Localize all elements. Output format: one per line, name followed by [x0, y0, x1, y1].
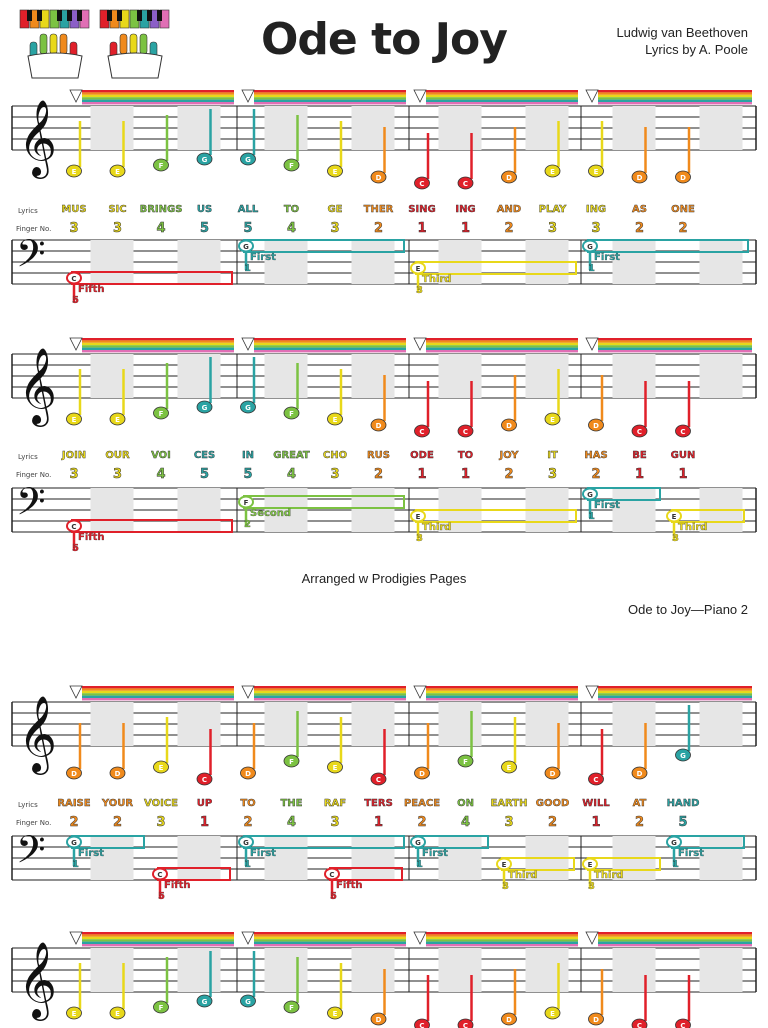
- system-svg: [12, 684, 756, 906]
- lyric-word: VOI: [151, 450, 171, 461]
- svg-text:F: F: [289, 162, 294, 170]
- svg-text:F: F: [289, 410, 294, 418]
- svg-text:G: G: [587, 243, 593, 251]
- note-E: [154, 717, 169, 773]
- svg-text:C: C: [462, 180, 469, 188]
- finger-number: 2: [243, 815, 253, 830]
- svg-text:1: 1: [672, 859, 679, 870]
- system-svg: [12, 88, 756, 318]
- finger-number: 2: [373, 467, 384, 482]
- svg-text:D: D: [375, 422, 382, 430]
- finger-number: 4: [286, 221, 297, 236]
- bass-clef-icon: 𝄢: [16, 479, 46, 533]
- note-E: [67, 369, 82, 425]
- svg-text:C: C: [157, 871, 163, 879]
- arranger-credit: Arranged w Prodigies Pages: [301, 571, 467, 586]
- finger-number: 3: [69, 467, 79, 482]
- svg-text:F: F: [289, 758, 294, 766]
- lyric-word: CHO: [322, 450, 348, 461]
- finger-number: 2: [591, 467, 601, 482]
- lyric-word: ING: [585, 204, 607, 215]
- svg-text:1: 1: [588, 511, 595, 522]
- lyric-word: CES: [193, 450, 216, 461]
- note-E: [328, 963, 343, 1019]
- svg-text:E: E: [115, 1010, 120, 1018]
- finger-number: 3: [156, 815, 166, 830]
- svg-text:First: First: [594, 500, 620, 511]
- finger-number: 2: [504, 467, 514, 482]
- svg-text:F: F: [158, 162, 164, 170]
- note-D: [502, 127, 517, 183]
- lyric-word: ALL: [237, 204, 259, 215]
- finger-number: 3: [547, 221, 558, 236]
- finger-number: 1: [417, 467, 427, 482]
- lyricist: Lyrics by A. Poole: [645, 42, 748, 57]
- svg-text:E: E: [332, 764, 338, 772]
- svg-text:C: C: [71, 523, 77, 531]
- svg-text:E: E: [415, 513, 421, 521]
- svg-text:C: C: [462, 1022, 469, 1028]
- svg-text:3: 3: [416, 533, 423, 544]
- svg-text:5: 5: [330, 891, 337, 902]
- svg-text:3: 3: [672, 533, 679, 544]
- note-E: [502, 717, 517, 773]
- note-D: [589, 969, 604, 1025]
- svg-text:C: C: [636, 1022, 643, 1028]
- lyric-word: BRINGS: [139, 204, 183, 215]
- svg-text:1: 1: [244, 263, 251, 274]
- svg-text:First: First: [78, 848, 104, 859]
- note-D: [502, 969, 517, 1025]
- lyric-word: EARTH: [490, 798, 528, 809]
- bass-clef-icon: 𝄢: [16, 231, 46, 285]
- svg-text:D: D: [680, 174, 686, 182]
- finger-number: 2: [112, 815, 123, 830]
- finger-number: 1: [199, 815, 210, 830]
- svg-text:Fifth: Fifth: [336, 880, 363, 891]
- svg-text:E: E: [593, 168, 599, 176]
- svg-text:G: G: [671, 839, 677, 847]
- svg-text:2: 2: [244, 519, 251, 530]
- svg-text:E: E: [158, 764, 164, 772]
- finger-label: Finger No.: [16, 471, 52, 479]
- svg-text:E: E: [550, 416, 555, 424]
- note-C: [415, 381, 430, 437]
- lyric-word: ON: [457, 798, 474, 809]
- svg-text:G: G: [201, 404, 208, 412]
- svg-text:C: C: [680, 1022, 686, 1028]
- note-E: [328, 717, 343, 773]
- note-D: [589, 375, 604, 431]
- svg-text:C: C: [680, 428, 686, 436]
- svg-text:E: E: [501, 861, 507, 869]
- svg-text:E: E: [415, 265, 421, 273]
- finger-number: 3: [69, 221, 79, 236]
- note-C: [676, 381, 691, 437]
- finger-number: 1: [460, 221, 471, 236]
- treble-clef-icon: 𝄞: [18, 695, 58, 772]
- svg-text:3: 3: [416, 285, 423, 296]
- svg-text:Third: Third: [508, 870, 538, 881]
- lyric-word: GREAT: [273, 450, 310, 461]
- finger-number: 3: [112, 221, 123, 236]
- lyric-word: TO: [240, 798, 256, 809]
- svg-text:F: F: [243, 499, 249, 507]
- svg-text:D: D: [245, 770, 251, 778]
- svg-text:C: C: [419, 180, 425, 188]
- lyric-word: RAF: [323, 798, 347, 809]
- finger-number: 2: [634, 221, 645, 236]
- lyric-word: ODE: [410, 450, 434, 461]
- svg-text:3: 3: [502, 881, 509, 892]
- svg-text:Second: Second: [250, 508, 292, 519]
- lyric-word: HAND: [666, 798, 700, 809]
- note-C: [589, 729, 604, 785]
- lyrics-label: Lyrics: [18, 801, 38, 809]
- finger-number: 3: [112, 467, 123, 482]
- svg-text:E: E: [587, 861, 593, 869]
- svg-text:D: D: [593, 1016, 599, 1024]
- svg-text:G: G: [245, 404, 251, 412]
- finger-number: 1: [417, 221, 427, 236]
- lyric-word: RAISE: [57, 798, 91, 809]
- svg-text:G: G: [243, 243, 249, 251]
- svg-text:E: E: [115, 416, 120, 424]
- music-system-4: [12, 930, 756, 1028]
- lyric-word: AS: [632, 204, 647, 215]
- lyric-word: THE: [280, 798, 303, 809]
- note-D: [502, 375, 517, 431]
- finger-label: Finger No.: [16, 819, 52, 827]
- svg-text:Fifth: Fifth: [78, 284, 105, 295]
- lyric-word: BE: [632, 450, 647, 461]
- note-C: [415, 975, 430, 1028]
- lyric-word: US: [196, 204, 213, 215]
- svg-text:First: First: [678, 848, 704, 859]
- finger-number: 2: [69, 815, 79, 830]
- finger-number: 3: [504, 815, 514, 830]
- finger-number: 2: [634, 815, 645, 830]
- svg-text:G: G: [71, 839, 77, 847]
- credits: [616, 24, 748, 58]
- lyric-word: SING: [408, 204, 436, 215]
- note-D: [241, 723, 256, 779]
- lyric-word: YOUR: [101, 798, 134, 809]
- lyric-word: TERS: [364, 798, 393, 809]
- lyric-word: PLAY: [538, 204, 567, 215]
- lyric-word: IT: [547, 450, 558, 461]
- lyric-word: THER: [363, 204, 394, 215]
- lyric-word: HAS: [584, 450, 608, 461]
- svg-text:D: D: [549, 770, 556, 778]
- page-label: Ode to Joy—Piano 2: [628, 602, 748, 617]
- svg-text:First: First: [250, 252, 276, 263]
- lyric-word: IN: [241, 450, 255, 461]
- lyric-word: SIC: [108, 204, 127, 215]
- svg-text:F: F: [158, 410, 164, 418]
- note-D: [676, 127, 691, 183]
- lyric-word: GUN: [670, 450, 696, 461]
- svg-text:D: D: [636, 174, 643, 182]
- svg-text:D: D: [506, 422, 512, 430]
- note-C: [415, 133, 430, 189]
- svg-text:G: G: [245, 156, 251, 164]
- finger-number: 2: [678, 221, 688, 236]
- svg-text:C: C: [375, 776, 382, 784]
- lyric-word: WILL: [582, 798, 610, 809]
- svg-text:1: 1: [416, 859, 423, 870]
- lyric-word: GOOD: [535, 798, 570, 809]
- lyric-word: OUR: [105, 450, 130, 461]
- finger-number: 4: [286, 467, 297, 482]
- svg-text:C: C: [593, 776, 599, 784]
- svg-text:E: E: [332, 1010, 338, 1018]
- note-E: [589, 121, 604, 177]
- svg-text:G: G: [680, 752, 686, 760]
- lyric-word: RUS: [366, 450, 391, 461]
- svg-text:First: First: [594, 252, 620, 263]
- finger-number: 1: [373, 815, 384, 830]
- note-E: [328, 121, 343, 177]
- finger-number: 2: [547, 815, 558, 830]
- lyric-word: ING: [455, 204, 476, 215]
- svg-text:G: G: [201, 998, 208, 1006]
- finger-number: 5: [199, 467, 210, 482]
- finger-number: 3: [547, 467, 558, 482]
- svg-text:F: F: [158, 1004, 164, 1012]
- note-E: [67, 963, 82, 1019]
- note-E: [328, 369, 343, 425]
- svg-text:D: D: [593, 422, 599, 430]
- composer: Ludwig van Beethoven: [616, 25, 748, 40]
- finger-number: 5: [243, 221, 253, 236]
- svg-text:1: 1: [244, 859, 251, 870]
- svg-text:E: E: [671, 513, 677, 521]
- finger-number: 1: [591, 815, 601, 830]
- svg-text:E: E: [115, 168, 120, 176]
- svg-text:D: D: [636, 770, 643, 778]
- page-title: Ode to Joy: [261, 14, 507, 65]
- lyrics-label: Lyrics: [18, 453, 38, 461]
- lyric-word: UP: [196, 798, 213, 809]
- svg-text:D: D: [506, 1016, 512, 1024]
- note-F: [154, 957, 169, 1013]
- music-system-2: [12, 336, 756, 558]
- finger-number: 5: [199, 221, 210, 236]
- svg-text:Third: Third: [422, 522, 452, 533]
- lyric-word: MUS: [61, 204, 87, 215]
- lyric-word: AND: [496, 204, 522, 215]
- svg-text:C: C: [329, 871, 335, 879]
- svg-text:C: C: [419, 1022, 425, 1028]
- lyric-word: VOICE: [144, 798, 178, 809]
- svg-text:G: G: [243, 839, 249, 847]
- finger-number: 2: [504, 221, 514, 236]
- finger-number: 4: [156, 221, 166, 236]
- finger-label: Finger No.: [16, 225, 52, 233]
- svg-text:F: F: [463, 758, 468, 766]
- note-C: [676, 975, 691, 1028]
- bass-clef-icon: 𝄢: [16, 827, 46, 881]
- finger-number: 1: [634, 467, 645, 482]
- svg-text:C: C: [71, 275, 77, 283]
- lyric-word: PEACE: [403, 798, 441, 809]
- svg-text:E: E: [506, 764, 512, 772]
- finger-number: 3: [330, 221, 340, 236]
- lyric-word: ONE: [671, 204, 695, 215]
- svg-text:C: C: [636, 428, 643, 436]
- note-E: [67, 121, 82, 177]
- svg-text:5: 5: [72, 295, 79, 306]
- svg-text:3: 3: [588, 881, 595, 892]
- svg-text:D: D: [506, 174, 512, 182]
- svg-text:First: First: [250, 848, 276, 859]
- finger-number: 2: [373, 221, 384, 236]
- music-system-1: [12, 88, 756, 318]
- svg-text:Fifth: Fifth: [164, 880, 191, 891]
- lyric-word: AT: [632, 798, 647, 809]
- svg-text:E: E: [332, 168, 338, 176]
- svg-text:E: E: [550, 168, 555, 176]
- svg-text:E: E: [550, 1010, 555, 1018]
- finger-number: 3: [330, 467, 340, 482]
- finger-number: 3: [591, 221, 601, 236]
- lyric-word: JOIN: [61, 450, 87, 461]
- svg-text:G: G: [587, 491, 593, 499]
- svg-text:G: G: [415, 839, 421, 847]
- finger-number: 2: [417, 815, 427, 830]
- finger-number: 5: [243, 467, 253, 482]
- svg-text:E: E: [71, 1010, 77, 1018]
- svg-text:C: C: [201, 776, 208, 784]
- finger-number: 4: [156, 467, 166, 482]
- svg-text:Fifth: Fifth: [78, 532, 105, 543]
- svg-text:Third: Third: [594, 870, 624, 881]
- svg-text:5: 5: [158, 891, 165, 902]
- lyric-word: TO: [457, 450, 474, 461]
- svg-text:Third: Third: [422, 274, 452, 285]
- svg-text:D: D: [71, 770, 77, 778]
- finger-number: 1: [678, 467, 688, 482]
- svg-text:D: D: [375, 1016, 382, 1024]
- finger-number: 4: [460, 815, 471, 830]
- svg-text:Third: Third: [678, 522, 708, 533]
- svg-text:E: E: [332, 416, 338, 424]
- svg-text:G: G: [245, 998, 251, 1006]
- svg-text:5: 5: [72, 543, 79, 554]
- treble-clef-icon: 𝄞: [18, 99, 58, 176]
- svg-text:1: 1: [72, 859, 79, 870]
- svg-text:E: E: [71, 168, 77, 176]
- treble-clef-icon: 𝄞: [18, 941, 58, 1018]
- finger-number: 3: [330, 815, 340, 830]
- music-system-3: [12, 684, 756, 906]
- finger-number: 5: [678, 815, 688, 830]
- lyrics-label: Lyrics: [18, 207, 38, 215]
- lyric-word: JOY: [499, 450, 519, 461]
- note-F: [154, 363, 169, 419]
- note-D: [415, 723, 430, 779]
- finger-number: 4: [286, 815, 297, 830]
- lyric-word: GE: [327, 204, 343, 215]
- note-F: [154, 115, 169, 171]
- note-D: [67, 723, 82, 779]
- svg-text:C: C: [419, 428, 425, 436]
- svg-text:E: E: [71, 416, 77, 424]
- svg-text:F: F: [289, 1004, 294, 1012]
- svg-text:C: C: [462, 428, 469, 436]
- lyric-word: TO: [283, 204, 300, 215]
- svg-text:D: D: [419, 770, 425, 778]
- system-svg: [12, 930, 756, 1028]
- treble-clef-icon: 𝄞: [18, 347, 58, 424]
- svg-text:G: G: [201, 156, 208, 164]
- svg-text:D: D: [375, 174, 382, 182]
- finger-number: 1: [460, 467, 471, 482]
- svg-text:D: D: [114, 770, 121, 778]
- svg-text:First: First: [422, 848, 448, 859]
- svg-text:1: 1: [588, 263, 595, 274]
- system-svg: [12, 336, 756, 558]
